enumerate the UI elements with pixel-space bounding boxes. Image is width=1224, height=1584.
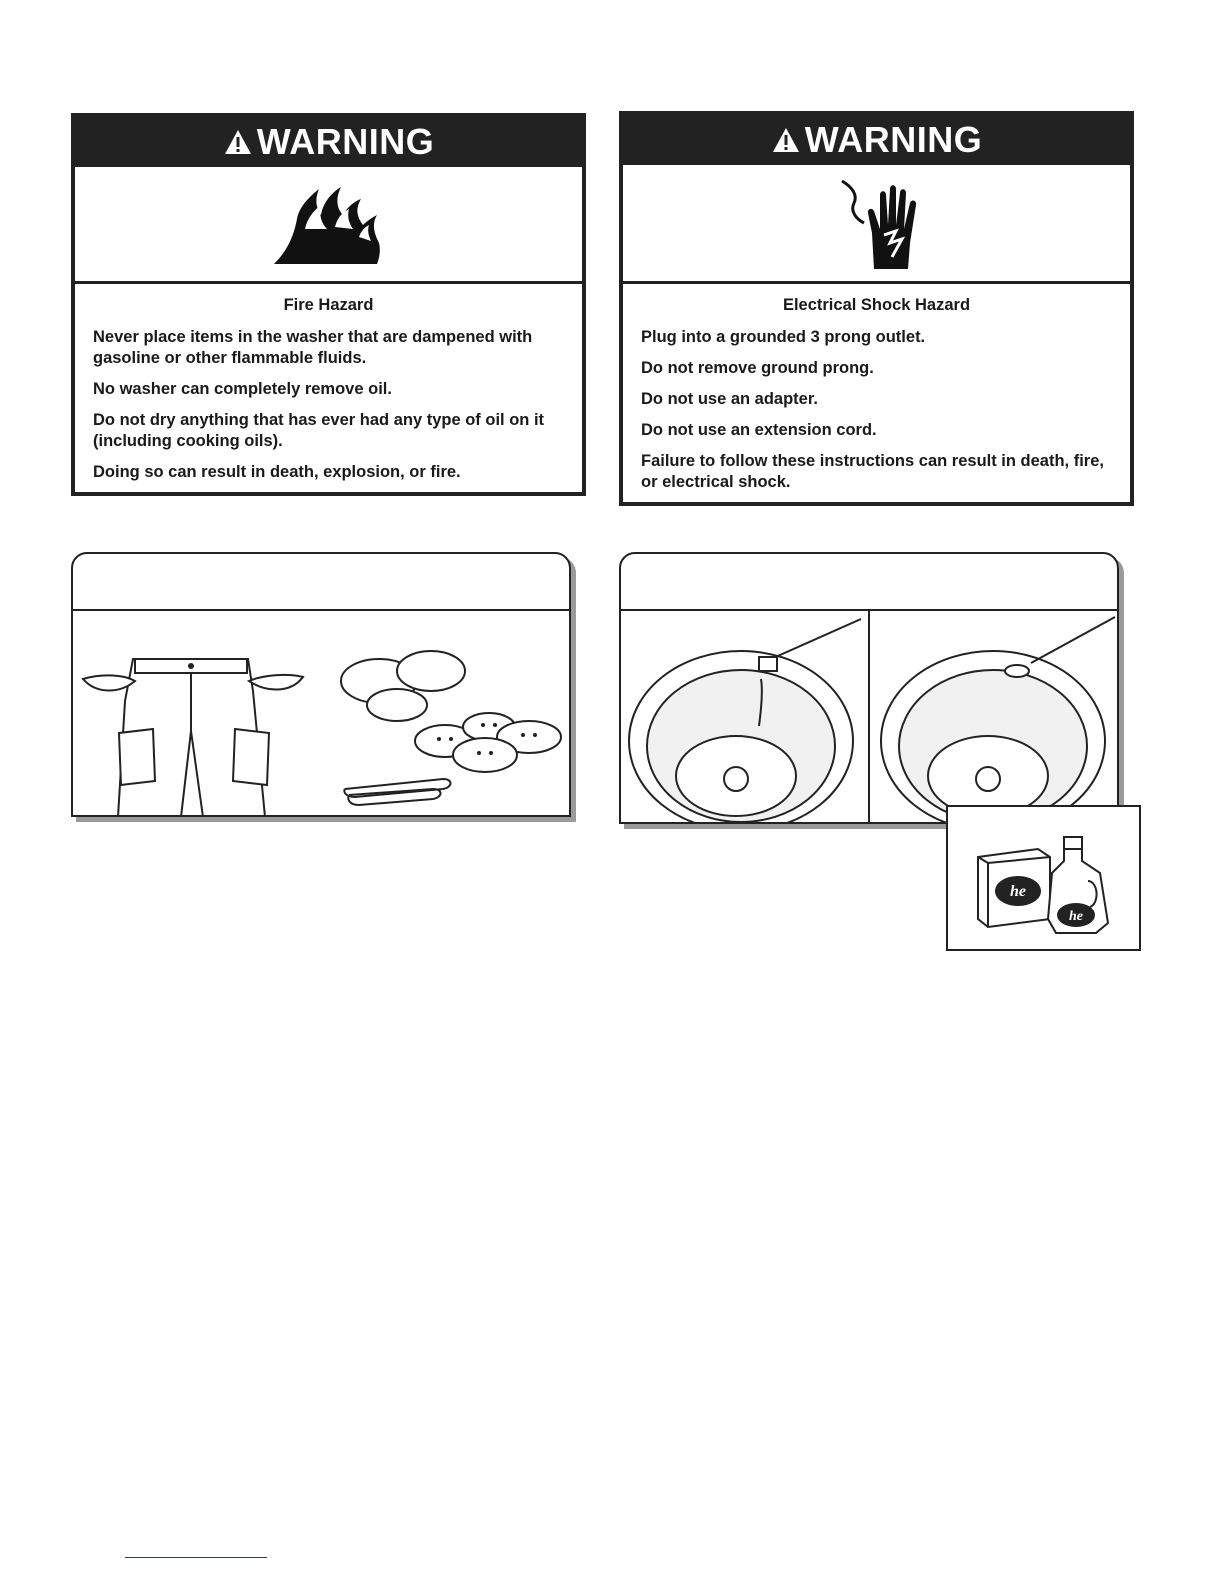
- hazard-title: Fire Hazard: [283, 296, 374, 314]
- warning-line: No washer can completely remove oil.: [93, 380, 392, 398]
- fire-warning-body: [75, 284, 582, 499]
- buttons-icon: [415, 713, 561, 772]
- he-detergent-inset: [946, 805, 1141, 951]
- warning-line: Do not use an extension cord.: [641, 421, 877, 439]
- flame-icon: [269, 179, 389, 269]
- footer-link-underline: [125, 1557, 267, 1558]
- warning-triangle-icon: [223, 128, 253, 156]
- electric-shock-hand-icon: [822, 173, 932, 273]
- warning-line: Failure to follow these instructions can result in death, fire, or electrical shock.: [641, 452, 1104, 491]
- empty-pockets-panel: [71, 552, 571, 817]
- safety-pins-icon: [344, 779, 450, 805]
- add-detergent-pod-illustration: [881, 617, 1115, 824]
- hazard-title: Electrical Shock Hazard: [782, 296, 971, 314]
- shock-warning-header: [623, 115, 1130, 165]
- warning-line: Do not use an adapter.: [641, 390, 818, 408]
- warning-triangle-icon: [771, 126, 801, 154]
- fire-warning-box: [71, 113, 586, 496]
- warning-line: Never place items in the washer that are dampened with gasoline or other flammable fluids.: [93, 328, 533, 367]
- shock-warning-body: [623, 284, 1130, 509]
- panel-header-blank: [621, 554, 1117, 611]
- fire-warning-header: [75, 117, 582, 167]
- he-bottle-label: he: [1069, 909, 1083, 924]
- shock-warning-box: [619, 111, 1134, 506]
- empty-pockets-illustration: [73, 611, 569, 817]
- warning-line: Doing so can result in death, explosion, or fire.: [93, 463, 461, 481]
- panel-header-blank: [73, 554, 569, 611]
- pour-detergent-illustration: [629, 619, 861, 824]
- signal-word: WARNING: [256, 121, 435, 162]
- warning-line: Plug into a grounded 3 prong outlet.: [641, 328, 926, 346]
- coins-icon: [341, 651, 465, 721]
- he-box-label: he: [1010, 883, 1026, 900]
- shock-icon-area: [623, 165, 1130, 284]
- warning-line: Do not dry anything that has ever had any type of oil on it (including cooking oils).: [93, 411, 545, 450]
- signal-word: WARNING: [804, 119, 983, 160]
- add-detergent-panel: [619, 552, 1119, 824]
- washer-illustration: [621, 611, 1117, 824]
- warning-line: Do not remove ground prong.: [641, 359, 874, 377]
- fire-icon-area: [75, 167, 582, 284]
- he-detergent-illustration: [948, 807, 1139, 949]
